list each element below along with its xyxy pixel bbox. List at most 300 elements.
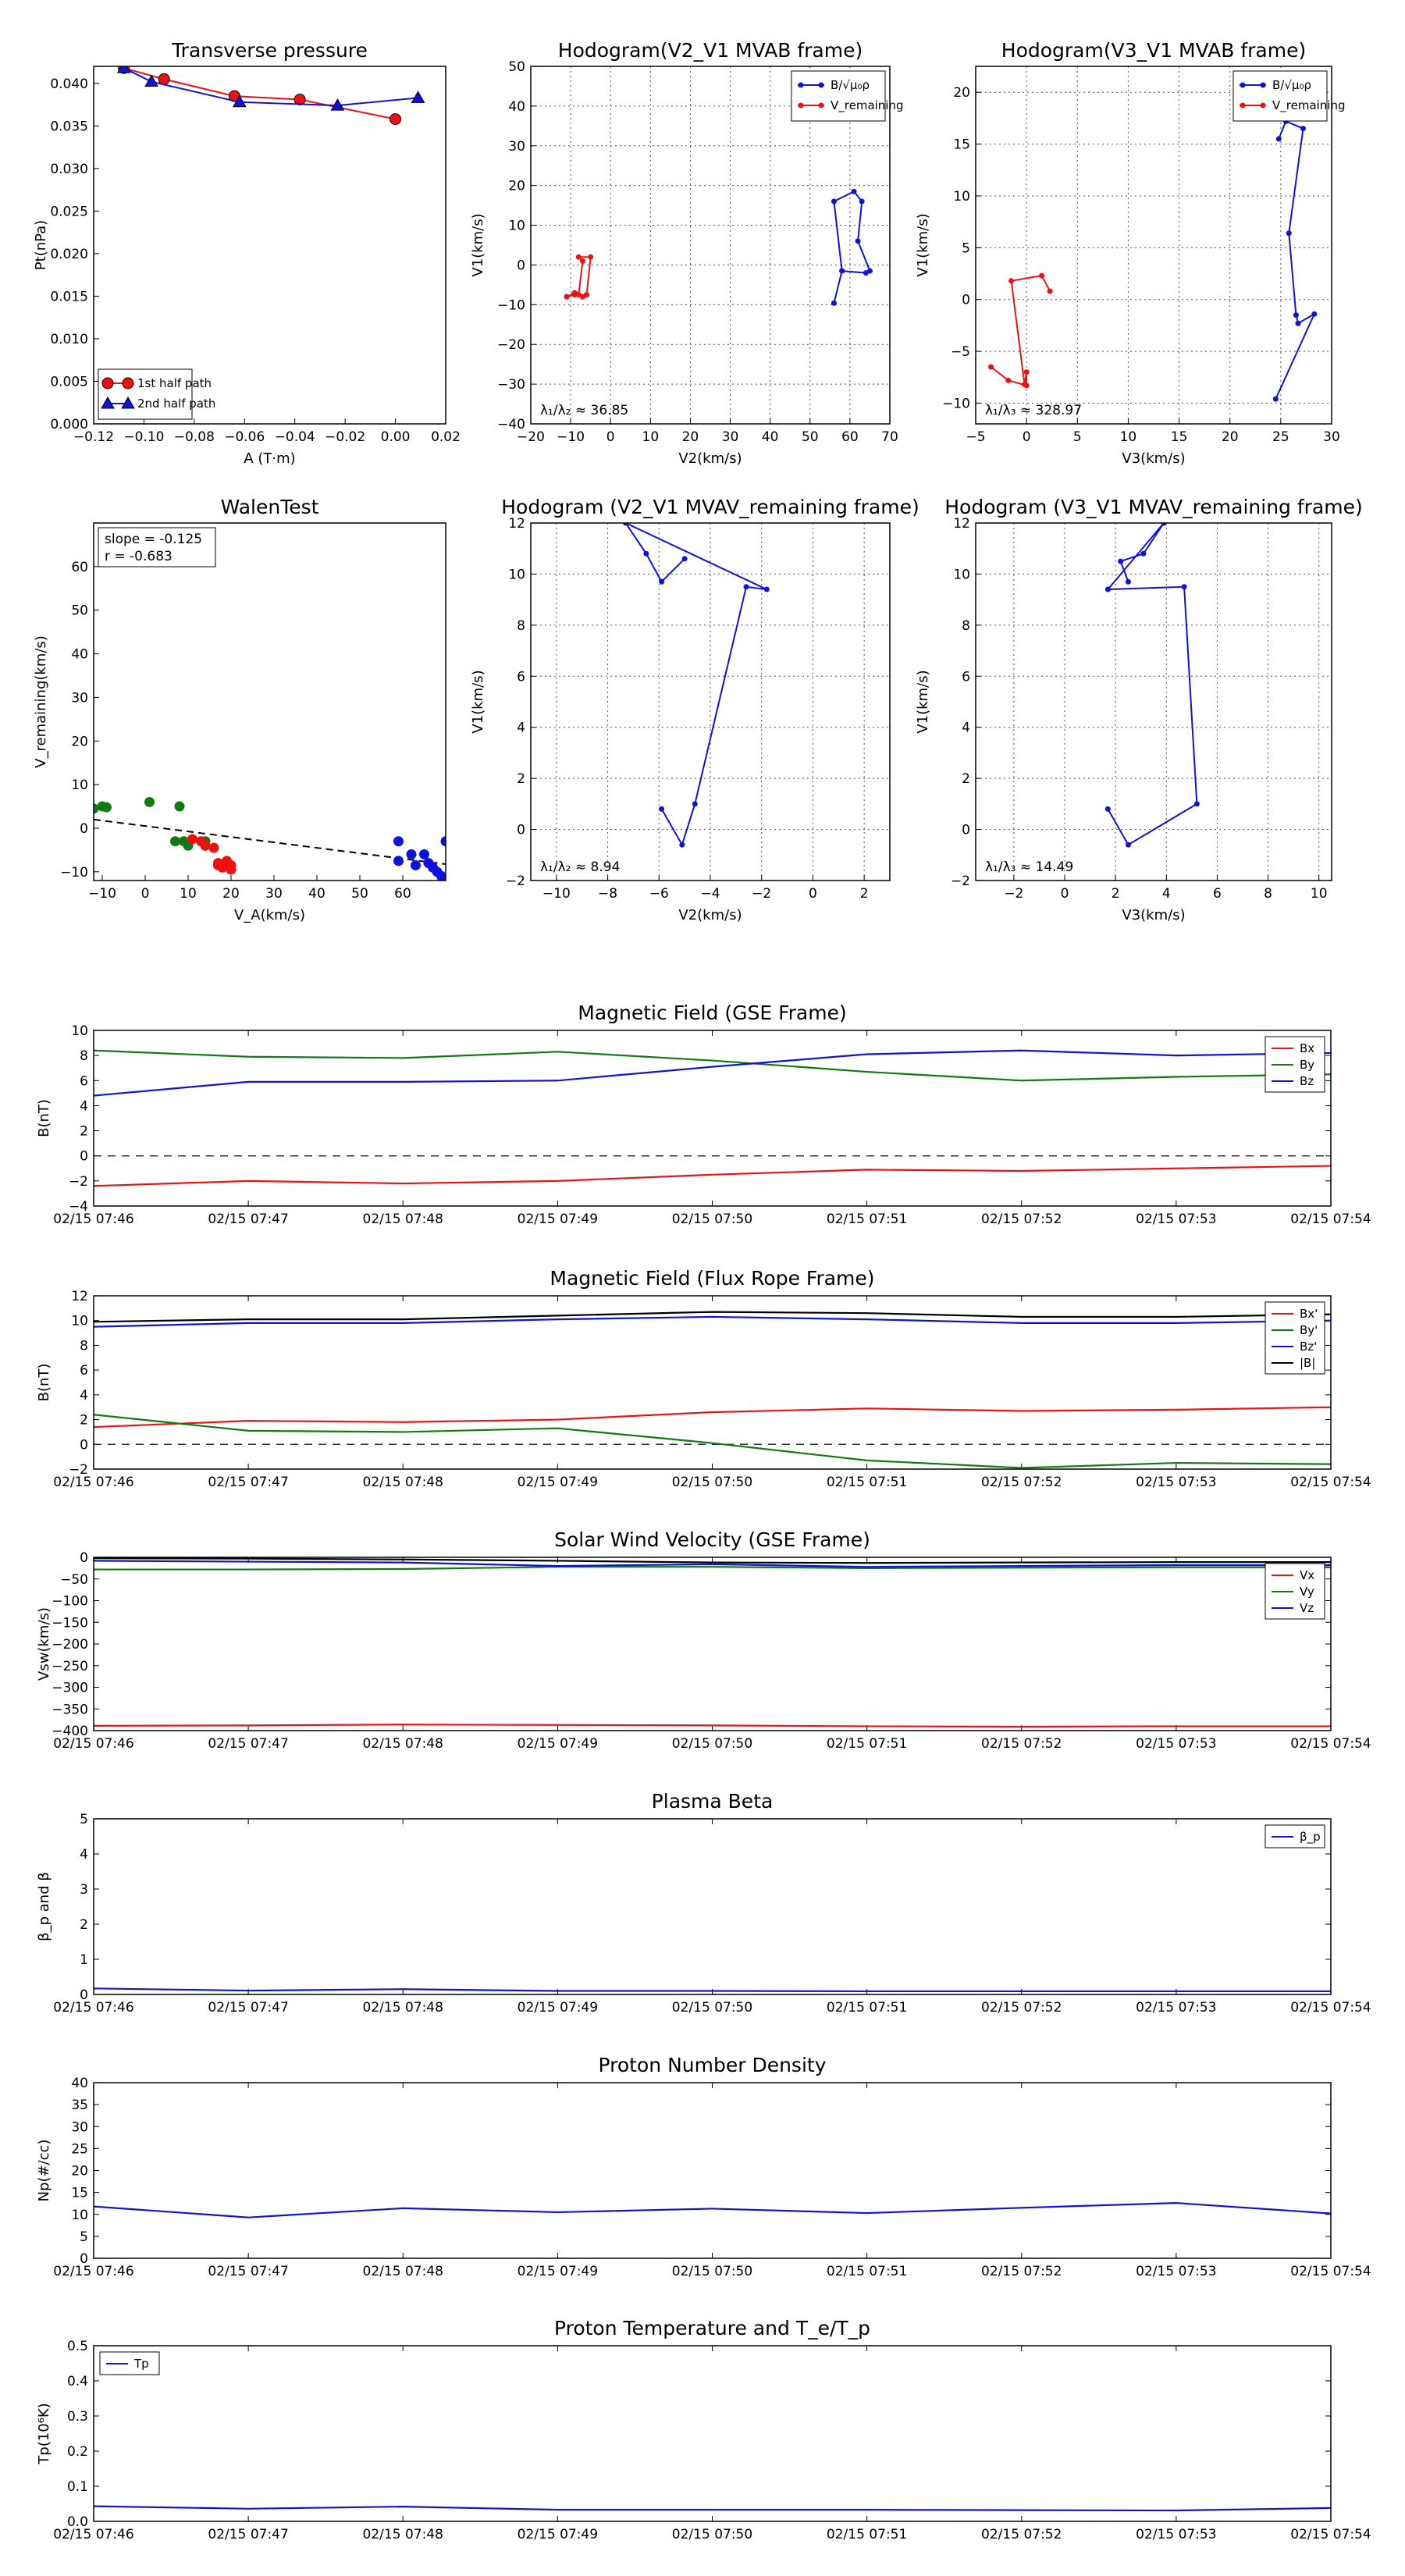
- chart-title: Plasma Beta: [651, 1790, 774, 1813]
- legend-label: Tp: [134, 2357, 149, 2371]
- data-point: [393, 856, 404, 866]
- y-tick-label: −2: [505, 873, 525, 889]
- data-point: [572, 290, 578, 296]
- legend-marker: [1261, 83, 1266, 88]
- y-tick-label: 0: [80, 1148, 88, 1165]
- y-tick-label: 20: [508, 178, 525, 194]
- y-tick-label: −2: [950, 873, 970, 889]
- y-tick-label: 8: [80, 1048, 88, 1065]
- x-tick-label: 6: [1213, 886, 1222, 902]
- x-tick-label: 02/15 07:50: [671, 1475, 753, 1490]
- data-point: [226, 865, 237, 875]
- legend-label: Bz': [1300, 1340, 1318, 1354]
- data-point: [643, 551, 649, 557]
- legend: [98, 369, 215, 419]
- x-tick-label: 02/15 07:50: [671, 1212, 753, 1227]
- x-tick-label: 02/15 07:49: [517, 2000, 599, 2016]
- x-tick-label: 50: [351, 886, 368, 902]
- x-tick-label: −0.04: [274, 429, 315, 445]
- series-line: [94, 1407, 1331, 1427]
- y-tick-label: 4: [962, 720, 970, 736]
- y-tick-label: 0: [517, 258, 525, 274]
- x-tick-label: 02/15 07:53: [1136, 2264, 1217, 2279]
- x-tick-label: 10: [1310, 886, 1328, 902]
- y-tick-label: 1: [80, 1952, 88, 1968]
- chart-title: WalenTest: [220, 496, 319, 518]
- legend-label: Vx: [1300, 1568, 1315, 1582]
- x-tick-label: 02/15 07:49: [517, 1212, 599, 1227]
- y-tick-label: 0: [80, 1550, 88, 1566]
- x-tick-label: 02/15 07:46: [53, 2000, 134, 2016]
- y-tick-label: −10: [60, 864, 88, 881]
- x-tick-label: 0.02: [431, 429, 461, 445]
- y-tick-label: 20: [71, 734, 88, 750]
- chart-tp: [33, 39, 461, 467]
- data-point: [209, 843, 219, 853]
- series-line: [567, 257, 591, 297]
- x-tick-label: 02/15 07:48: [362, 2264, 443, 2279]
- x-tick-label: 02/15 07:51: [826, 1736, 908, 1752]
- x-tick-label: 02/15 07:47: [208, 2000, 289, 2016]
- chart-title: Transverse pressure: [172, 39, 368, 62]
- x-tick-label: −4: [700, 886, 720, 902]
- series-line: [94, 1414, 1331, 1468]
- plot-area: [988, 119, 1317, 402]
- plot-area: [564, 189, 873, 306]
- data-point: [1140, 551, 1146, 557]
- plot-area: [94, 1558, 1331, 1727]
- data-point: [1194, 801, 1200, 806]
- x-tick-label: 02/15 07:46: [53, 1212, 134, 1227]
- legend-marker: [1261, 103, 1266, 109]
- data-point: [659, 579, 664, 585]
- y-tick-label: −300: [52, 1680, 88, 1696]
- legend-label: Vy: [1300, 1585, 1314, 1599]
- series-line: [94, 1567, 1331, 1569]
- x-tick-label: 02/15 07:48: [362, 2000, 443, 2016]
- chart-beta: [36, 1790, 1371, 2016]
- plot-area: [94, 1312, 1331, 1468]
- legend: [1265, 1825, 1325, 1848]
- data-point: [839, 269, 845, 274]
- x-tick-label: 02/15 07:46: [53, 1475, 134, 1490]
- data-point: [831, 199, 837, 205]
- chart-vsw: [36, 1528, 1371, 1752]
- legend-marker: [819, 103, 824, 109]
- plot-area: [118, 62, 425, 124]
- x-tick-label: 02/15 07:50: [671, 1736, 753, 1752]
- series-line: [94, 2203, 1331, 2218]
- chart-title: Magnetic Field (Flux Rope Frame): [550, 1267, 875, 1290]
- data-point: [1286, 230, 1292, 236]
- x-tick-label: 02/15 07:51: [826, 1475, 908, 1490]
- y-tick-label: 15: [953, 137, 970, 153]
- x-tick-label: −0.08: [173, 429, 215, 445]
- y-tick-label: 5: [962, 240, 970, 257]
- y-tick-label: 0: [962, 822, 970, 838]
- legend-label: Bx': [1300, 1307, 1318, 1321]
- data-point: [407, 849, 417, 859]
- y-tick-label: 0: [80, 2251, 88, 2267]
- x-tick-label: 10: [642, 429, 660, 445]
- x-tick-label: 8: [1264, 886, 1272, 902]
- x-tick-label: −20: [517, 429, 545, 445]
- chart-title: Hodogram (V2_V1 MVAV_remaining frame): [501, 496, 919, 518]
- y-tick-label: 25: [71, 2141, 88, 2158]
- x-tick-label: 02/15 07:47: [208, 1475, 289, 1490]
- data-point: [170, 836, 180, 846]
- x-tick-label: 02/15 07:54: [1290, 2264, 1371, 2279]
- y-tick-label: 10: [953, 567, 970, 583]
- data-point: [1311, 311, 1317, 317]
- y-tick-label: −50: [60, 1571, 88, 1588]
- plot-frame: [94, 2346, 1331, 2521]
- data-point: [1008, 278, 1014, 283]
- x-tick-label: 02/15 07:52: [981, 1475, 1062, 1490]
- legend: [1265, 1037, 1325, 1092]
- x-tick-label: 02/15 07:52: [981, 2264, 1062, 2279]
- x-axis-label: A (T·m): [244, 450, 296, 467]
- annotation-line: r = -0.683: [105, 549, 173, 564]
- legend-label: Bz: [1300, 1074, 1314, 1088]
- x-tick-label: 10: [1119, 429, 1137, 445]
- y-axis-label: Np(#/cc): [36, 2139, 52, 2202]
- x-tick-label: 30: [721, 429, 739, 445]
- x-tick-label: −10: [542, 886, 571, 902]
- legend-label: V_remaining: [831, 98, 904, 112]
- y-tick-label: 10: [953, 188, 970, 205]
- x-axis-label: V3(km/s): [1122, 907, 1186, 923]
- y-tick-label: 0.010: [50, 331, 88, 347]
- y-tick-label: 0: [517, 822, 525, 838]
- y-tick-label: 8: [962, 617, 970, 634]
- y-tick-label: 12: [953, 516, 970, 532]
- y-tick-label: 6: [962, 669, 970, 685]
- y-tick-label: 5: [80, 2229, 88, 2245]
- legend-label: |B|: [1300, 1356, 1316, 1370]
- legend-marker: [123, 378, 133, 389]
- x-tick-label: 02/15 07:53: [1136, 1475, 1217, 1490]
- x-tick-label: 02/15 07:53: [1136, 2000, 1217, 2016]
- x-tick-label: −0.10: [123, 429, 165, 445]
- x-tick-label: 02/15 07:52: [981, 1212, 1062, 1227]
- data-point: [988, 364, 994, 369]
- y-tick-label: −2: [68, 1173, 88, 1190]
- y-tick-label: 0.025: [50, 204, 88, 220]
- y-tick-label: 10: [71, 1313, 88, 1329]
- data-point: [1296, 321, 1301, 326]
- y-tick-label: 35: [71, 2097, 88, 2114]
- legend-label: By: [1300, 1058, 1315, 1072]
- x-tick-label: −2: [752, 886, 772, 902]
- data-point: [659, 806, 664, 812]
- y-tick-label: 10: [508, 218, 525, 234]
- y-tick-label: 2: [80, 1123, 88, 1140]
- x-tick-label: 02/15 07:50: [671, 2000, 753, 2016]
- x-tick-label: 5: [1072, 429, 1082, 445]
- data-point: [101, 802, 112, 813]
- x-tick-label: 02/15 07:48: [362, 1212, 443, 1227]
- x-tick-label: 60: [394, 886, 411, 902]
- x-tick-label: 02/15 07:51: [826, 1212, 908, 1227]
- y-axis-label: V1(km/s): [915, 213, 931, 277]
- y-axis-label: V1(km/s): [915, 670, 931, 734]
- y-tick-label: 0.015: [50, 289, 88, 305]
- y-tick-label: 30: [71, 690, 88, 706]
- y-tick-label: 0.020: [50, 246, 88, 262]
- data-point: [831, 301, 837, 306]
- chart-mag_gse: [36, 1002, 1371, 1227]
- fit-line: [94, 820, 446, 864]
- x-tick-label: 0: [140, 886, 150, 902]
- y-tick-label: −2: [68, 1462, 88, 1478]
- x-tick-label: 50: [801, 429, 819, 445]
- plot-area: [89, 797, 451, 881]
- data-point: [390, 114, 401, 125]
- y-tick-label: 6: [80, 1073, 88, 1090]
- y-tick-label: 8: [517, 617, 525, 634]
- x-tick-label: 02/15 07:50: [671, 2527, 753, 2542]
- x-tick-label: 4: [1161, 886, 1171, 902]
- data-point: [1105, 587, 1111, 592]
- y-tick-label: 60: [71, 559, 88, 575]
- x-tick-label: 10: [180, 886, 197, 902]
- x-tick-label: 0: [1060, 886, 1069, 902]
- data-point: [1126, 579, 1131, 585]
- y-tick-label: −350: [52, 1702, 88, 1718]
- data-point: [580, 294, 585, 300]
- x-tick-label: 02/15 07:46: [53, 2527, 134, 2542]
- y-tick-label: 0.030: [50, 161, 88, 177]
- data-point: [744, 584, 749, 589]
- plot-frame: [94, 1557, 1331, 1731]
- x-tick-label: −6: [649, 886, 669, 902]
- y-tick-label: 0.0: [66, 2514, 88, 2530]
- legend-marker: [1240, 83, 1246, 88]
- y-tick-label: 0.1: [66, 2479, 88, 2495]
- y-axis-label: β_p and β: [36, 1872, 52, 1941]
- x-tick-label: 2: [1111, 886, 1120, 902]
- data-point: [1105, 806, 1111, 812]
- data-point: [588, 254, 593, 260]
- series-line: [124, 68, 418, 105]
- y-tick-label: 10: [71, 1023, 88, 1039]
- series-line: [94, 1317, 1331, 1327]
- y-tick-label: 5: [80, 1812, 88, 1827]
- y-tick-label: −250: [52, 1658, 88, 1674]
- x-tick-label: 02/15 07:46: [53, 2264, 134, 2279]
- x-tick-label: 02/15 07:48: [362, 1475, 443, 1490]
- y-tick-label: 15: [71, 2185, 88, 2201]
- chart-h3: [470, 496, 919, 923]
- x-tick-label: 02/15 07:48: [362, 2527, 443, 2542]
- y-tick-label: 0: [962, 292, 970, 308]
- chart-h2: [915, 39, 1346, 467]
- x-tick-label: 02/15 07:52: [981, 2527, 1062, 2542]
- y-tick-label: 12: [71, 1289, 88, 1304]
- x-tick-label: 0: [1022, 429, 1031, 445]
- x-tick-label: −10: [557, 429, 585, 445]
- x-tick-label: 02/15 07:47: [208, 1212, 289, 1227]
- x-tick-label: 02/15 07:51: [826, 2527, 908, 2542]
- y-tick-label: 2: [80, 1917, 88, 1933]
- series-line: [1108, 523, 1197, 845]
- data-point: [1048, 289, 1053, 294]
- x-tick-label: 02/15 07:52: [981, 1736, 1062, 1752]
- y-tick-label: 0.035: [50, 119, 88, 135]
- x-tick-label: 02/15 07:54: [1290, 1212, 1371, 1227]
- chart-h1: [470, 39, 904, 467]
- y-axis-label: V1(km/s): [470, 670, 486, 734]
- y-tick-label: 8: [80, 1338, 88, 1354]
- x-tick-label: 25: [1272, 429, 1289, 445]
- plot-area: [94, 2203, 1331, 2218]
- y-tick-label: 40: [71, 646, 88, 663]
- y-tick-label: −10: [942, 396, 970, 412]
- data-point: [576, 254, 582, 260]
- legend-label: V_remaining: [1272, 98, 1346, 112]
- y-tick-label: 30: [71, 2119, 88, 2136]
- x-tick-label: 02/15 07:54: [1290, 2000, 1371, 2016]
- legend-marker: [799, 103, 804, 109]
- plot-frame: [976, 523, 1332, 881]
- y-tick-label: −200: [52, 1637, 88, 1653]
- series-line: [626, 523, 767, 845]
- legend-label: Bx: [1300, 1041, 1315, 1055]
- data-point: [855, 238, 861, 244]
- ratio-annotation: λ₁/λ₃ ≈ 328.97: [985, 403, 1083, 418]
- y-tick-label: 10: [71, 777, 88, 794]
- x-axis-label: V2(km/s): [678, 907, 742, 923]
- x-tick-label: 20: [222, 886, 240, 902]
- y-axis-label: V_remaining(km/s): [33, 635, 49, 768]
- x-tick-label: 02/15 07:51: [826, 2264, 908, 2279]
- x-tick-label: 2: [859, 886, 869, 902]
- x-tick-label: 02/15 07:50: [671, 2264, 753, 2279]
- legend: [1265, 1302, 1325, 1374]
- legend-label: B/√μ₀ρ: [1272, 78, 1311, 92]
- data-point: [580, 258, 585, 264]
- x-axis-label: V2(km/s): [678, 450, 742, 467]
- y-tick-label: 4: [517, 720, 525, 736]
- plot-area: [94, 1051, 1331, 1187]
- data-point: [201, 841, 211, 851]
- x-tick-label: 60: [841, 429, 859, 445]
- chart-title: Hodogram (V3_V1 MVAV_remaining frame): [944, 496, 1363, 518]
- x-tick-label: 0.00: [380, 429, 411, 445]
- y-tick-label: 40: [71, 2076, 88, 2091]
- x-tick-label: 02/15 07:51: [826, 2000, 908, 2016]
- x-tick-label: 40: [761, 429, 779, 445]
- x-tick-label: 02/15 07:54: [1290, 1736, 1371, 1752]
- legend-marker: [1240, 103, 1246, 109]
- series-line: [94, 1166, 1331, 1187]
- y-tick-label: −40: [497, 417, 525, 432]
- x-axis-label: V_A(km/s): [233, 907, 306, 923]
- legend: [791, 71, 904, 121]
- y-tick-label: 12: [508, 516, 525, 532]
- series-line: [834, 191, 870, 303]
- y-tick-label: 30: [508, 138, 525, 155]
- chart-title: Proton Temperature and T_e/T_p: [553, 2317, 871, 2339]
- data-point: [682, 556, 688, 561]
- x-tick-label: 20: [681, 429, 699, 445]
- series-line: [1275, 121, 1314, 399]
- legend-label: Vz: [1300, 1601, 1314, 1615]
- data-point: [393, 836, 404, 846]
- data-point: [187, 834, 197, 844]
- data-point: [1126, 842, 1131, 848]
- data-point: [852, 189, 857, 194]
- legend-label: β_p: [1300, 1830, 1321, 1844]
- legend: [1265, 1564, 1325, 1619]
- data-point: [863, 270, 869, 276]
- y-tick-label: −400: [52, 1724, 88, 1739]
- plot-area: [94, 2507, 1331, 2510]
- y-axis-label: Tp(10⁶K): [36, 2403, 52, 2464]
- y-tick-label: 3: [80, 1882, 88, 1898]
- x-tick-label: −8: [598, 886, 618, 902]
- legend: [100, 2352, 159, 2375]
- y-tick-label: 0.2: [66, 2444, 88, 2460]
- x-tick-label: 02/15 07:47: [208, 1736, 289, 1752]
- x-tick-label: 20: [1221, 429, 1239, 445]
- y-tick-label: 20: [953, 85, 970, 101]
- legend-label: B/√μ₀ρ: [831, 78, 870, 92]
- x-tick-label: 02/15 07:47: [208, 2264, 289, 2279]
- y-tick-label: 0.3: [66, 2409, 88, 2425]
- chart-walen: [33, 496, 451, 923]
- data-point: [1276, 136, 1282, 141]
- legend: [1233, 71, 1346, 121]
- y-tick-label: 0.040: [50, 76, 88, 92]
- data-point: [764, 587, 770, 592]
- y-tick-label: −4: [68, 1199, 88, 1215]
- data-point: [1182, 584, 1187, 589]
- y-tick-label: 0: [80, 1437, 88, 1453]
- y-tick-label: 50: [71, 603, 88, 619]
- y-tick-label: 2: [80, 1412, 88, 1429]
- y-tick-label: 0.000: [50, 417, 88, 432]
- y-axis-label: Vsw(km/s): [36, 1607, 52, 1681]
- x-tick-label: −10: [88, 886, 116, 902]
- x-tick-label: 02/15 07:49: [517, 2527, 599, 2542]
- y-tick-label: 6: [80, 1363, 88, 1379]
- data-point: [1024, 369, 1030, 375]
- chart-h4: [915, 496, 1363, 923]
- data-point: [144, 797, 155, 807]
- x-tick-label: −2: [1004, 886, 1024, 902]
- y-tick-label: 20: [71, 2163, 88, 2179]
- y-tick-label: 50: [508, 59, 525, 75]
- y-tick-label: 4: [80, 1847, 88, 1863]
- y-tick-label: 0: [80, 1987, 88, 2003]
- x-tick-label: 02/15 07:47: [208, 2527, 289, 2542]
- x-tick-label: 02/15 07:48: [362, 1736, 443, 1752]
- x-tick-label: 0: [809, 886, 817, 902]
- data-point: [419, 849, 429, 859]
- plot-area: [1105, 521, 1200, 848]
- ratio-annotation: λ₁/λ₃ ≈ 14.49: [985, 859, 1074, 875]
- chart-title: Proton Number Density: [598, 2054, 827, 2076]
- y-tick-label: −30: [497, 377, 525, 393]
- chart-title: Magnetic Field (GSE Frame): [578, 1002, 847, 1024]
- data-point: [564, 294, 570, 300]
- y-tick-label: 0.5: [66, 2339, 88, 2354]
- x-tick-label: 02/15 07:52: [981, 2000, 1062, 2016]
- x-tick-label: 02/15 07:53: [1136, 1212, 1217, 1227]
- data-point: [175, 802, 185, 812]
